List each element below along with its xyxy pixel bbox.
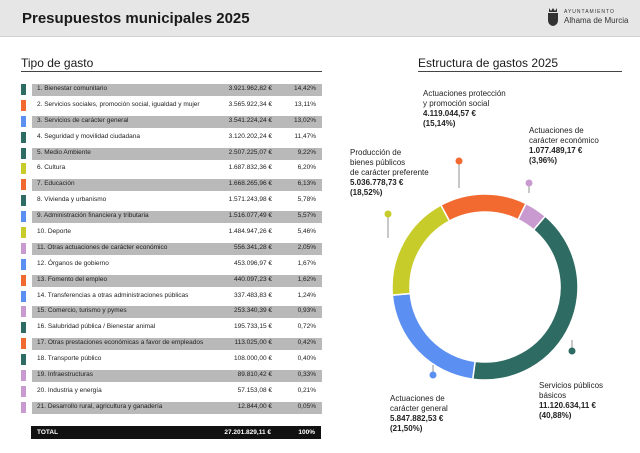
- slice-amount: 11.120.634,11 €: [539, 401, 596, 410]
- slice-pct: (18,52%): [350, 188, 383, 197]
- slice-label-line: Actuaciones de: [529, 126, 584, 135]
- row-amount: 108.000,00 €: [234, 355, 272, 363]
- slice-label-line: de carácter preferente: [350, 168, 429, 177]
- row-pct: 13,11%: [294, 100, 316, 108]
- chart-title: Estructura de gastos 2025: [418, 56, 559, 70]
- slice-label-line: Actuaciones de: [390, 394, 445, 403]
- page-title: Presupuestos municipales 2025: [22, 10, 250, 27]
- slice-pct: (21,50%): [390, 424, 423, 433]
- row-label: 20. Industria y energía: [37, 386, 102, 394]
- slice-pct: (40,88%): [539, 411, 572, 420]
- row-amount: 2.507.225,07 €: [228, 148, 272, 156]
- row-label: 5. Medio Ambiente: [37, 148, 91, 156]
- donut-slice: [441, 194, 526, 221]
- total-amount: 27.201.829,11 €: [224, 429, 271, 436]
- slice-label-line: básicos: [539, 391, 567, 400]
- row-amount: 3.565.922,34 €: [228, 100, 272, 108]
- row-pct: 2,05%: [297, 243, 316, 251]
- row-pct: 0,72%: [297, 323, 316, 331]
- row-pct: 1,24%: [297, 291, 316, 299]
- row-pct: 5,57%: [297, 212, 316, 220]
- row-label: 12. Órganos de gobierno: [37, 259, 109, 267]
- slice-amount: 5.847.882,53 €: [390, 414, 444, 423]
- row-label: 14. Transferencias a otras administraciones públicas: [37, 291, 189, 299]
- slice-amount: 4.119.044,57 €: [423, 109, 476, 118]
- row-pct: 13,02%: [293, 116, 316, 124]
- total-pct: 100%: [298, 429, 315, 436]
- row-label: 19. Infraestructuras: [37, 371, 93, 379]
- row-amount: 1.484.947,26 €: [228, 228, 272, 236]
- row-label: 13. Fomento del empleo: [37, 275, 108, 283]
- org-small-text: AYUNTAMIENTO: [564, 9, 615, 15]
- row-amount: 440.097,23 €: [234, 275, 272, 283]
- row-amount: 1.516.077,49 €: [228, 212, 272, 220]
- row-amount: 253.340,39 €: [234, 307, 272, 315]
- donut-slice: [392, 205, 449, 295]
- slice-pct: (3,96%): [529, 156, 558, 165]
- row-pct: 5,46%: [297, 228, 316, 236]
- row-label: 8. Vivienda y urbanismo: [37, 196, 107, 204]
- row-amount: 1.687.832,36 €: [228, 164, 272, 172]
- slice-label-line: Actuaciones protección: [423, 89, 506, 98]
- row-pct: 6,20%: [297, 164, 316, 172]
- row-pct: 0,33%: [297, 371, 316, 379]
- row-label: 21. Desarrollo rural, agricultura y ganadería: [37, 402, 163, 410]
- annotation-protection: [423, 89, 506, 129]
- row-pct: 1,67%: [297, 259, 316, 267]
- row-amount: 556.341,28 €: [234, 243, 272, 251]
- row-label: 10. Deporte: [37, 228, 71, 236]
- row-pct: 5,78%: [297, 196, 316, 204]
- row-label: 2. Servicios sociales, promoción social, igualdad y mujer: [37, 100, 200, 108]
- row-pct: 0,05%: [297, 402, 316, 410]
- row-pct: 1,62%: [297, 275, 316, 283]
- row-pct: 0,42%: [297, 339, 316, 347]
- table-title: Tipo de gasto: [21, 56, 94, 70]
- row-amount: 195.733,15 €: [234, 323, 272, 331]
- row-label: 6. Cultura: [37, 164, 66, 172]
- leader-dot: [385, 211, 392, 218]
- slice-label-line: y promoción social: [423, 99, 490, 108]
- slice-amount: 1.077.489,17 €: [529, 146, 583, 155]
- row-label: 1. Bienestar comunitario: [37, 85, 108, 92]
- row-amount: 89.810,42 €: [237, 371, 272, 379]
- slice-label-line: carácter general: [390, 404, 448, 413]
- row-label: 16. Salubridad pública / Bienestar animal: [37, 323, 156, 331]
- slice-pct: (15,14%): [423, 119, 456, 128]
- row-pct: 14,42%: [293, 85, 316, 92]
- leader-dot: [430, 372, 437, 379]
- org-name-text: Alhama de Murcia: [564, 16, 629, 25]
- slice-label-line: carácter económico: [529, 136, 599, 145]
- total-label: TOTAL: [37, 429, 59, 436]
- row-label: 9. Administración financiera y tributaria: [37, 212, 149, 220]
- row-amount: 12.844,00 €: [237, 402, 272, 410]
- row-label: 15. Comercio, turismo y pymes: [37, 307, 127, 315]
- annotation-preferent: [350, 148, 429, 198]
- slice-amount: 5.036.778,73 €: [350, 178, 404, 187]
- row-amount: 3.541.224,24 €: [228, 116, 272, 124]
- row-pct: 9,22%: [297, 148, 316, 156]
- annotation-general: [390, 394, 448, 434]
- row-pct: 0,21%: [297, 386, 316, 394]
- row-label: 4. Seguridad y movilidad ciudadana: [37, 132, 140, 140]
- row-amount: 3.120.202,24 €: [228, 132, 272, 140]
- row-label: 18. Transporte público: [37, 355, 102, 363]
- donut-slice: [392, 294, 475, 380]
- row-label: 11. Otras actuaciones de carácter económico: [37, 243, 168, 251]
- slice-label-line: Producción de: [350, 148, 402, 157]
- row-amount: 453.096,97 €: [234, 259, 272, 267]
- row-pct: 6,13%: [297, 180, 316, 188]
- slice-label-line: bienes públicos: [350, 158, 406, 167]
- leader-dot: [569, 348, 576, 355]
- leader-dot: [456, 158, 463, 165]
- row-amount: 1.571.243,98 €: [228, 196, 272, 204]
- row-amount: 337.483,83 €: [234, 291, 272, 299]
- row-amount: 57.153,08 €: [237, 386, 272, 394]
- slice-label-line: Servicios públicos: [539, 381, 604, 390]
- row-amount: 1.668.265,96 €: [228, 180, 272, 188]
- leader-dot: [526, 180, 533, 187]
- row-label: 3. Servicios de carácter general: [37, 116, 129, 124]
- row-pct: 0,40%: [297, 355, 316, 363]
- row-label: 7. Educación: [37, 180, 75, 188]
- annotation-economic: [529, 126, 599, 166]
- annotation-basic: [539, 381, 603, 421]
- row-pct: 11,47%: [294, 132, 316, 140]
- row-pct: 0,93%: [297, 307, 316, 315]
- row-amount: 3.921.962,82 €: [228, 85, 272, 92]
- donut-slice: [473, 216, 578, 380]
- row-amount: 113.025,00 €: [234, 339, 272, 347]
- row-label: 17. Otras prestaciones económicas a favor de empleados: [37, 339, 204, 347]
